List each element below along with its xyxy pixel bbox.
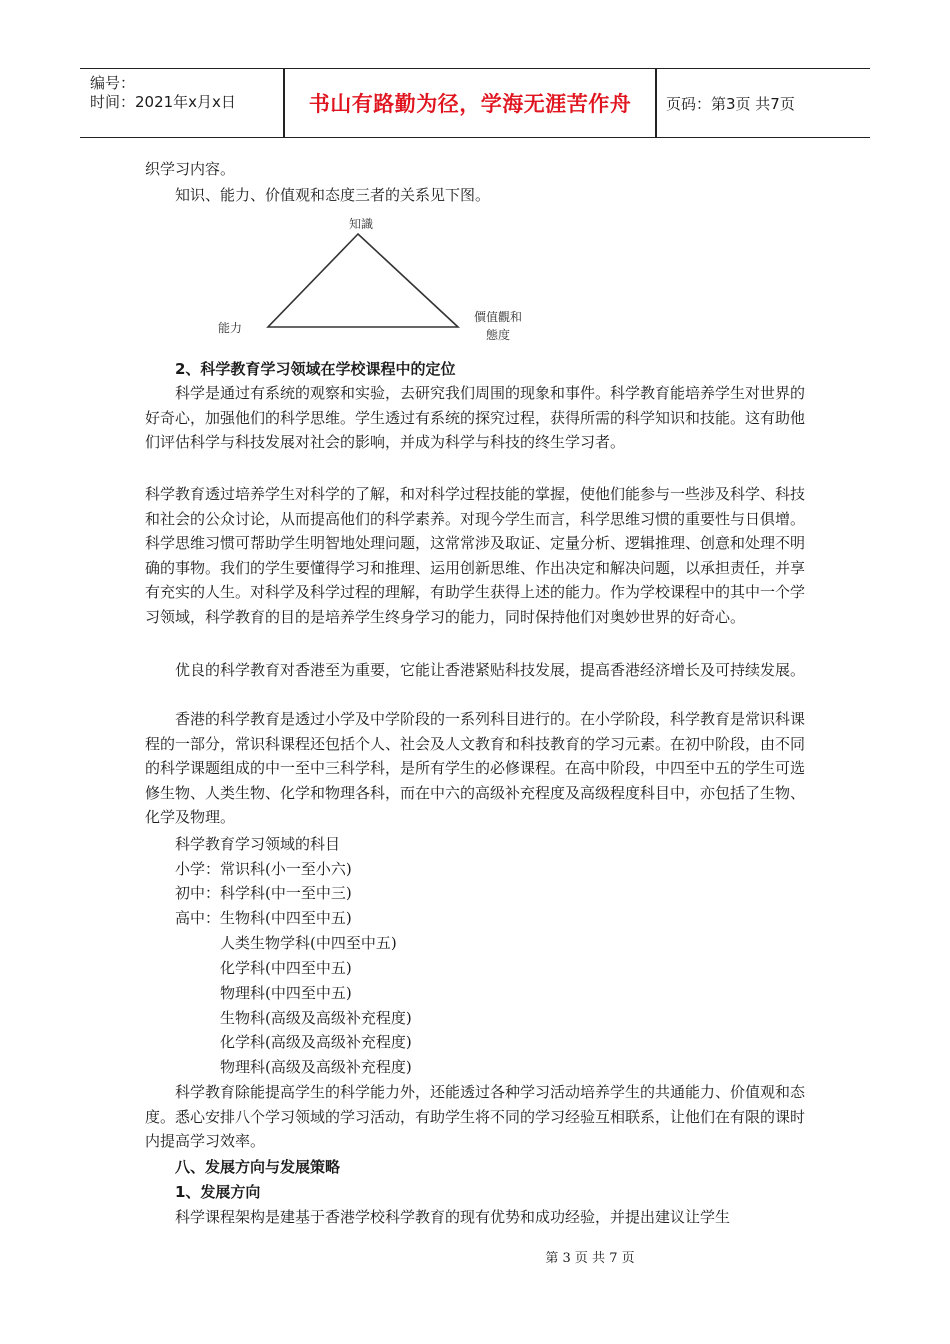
paragraph: 科学是通过有系统的观察和实验，去研究我们周围的现象和事件。科学教育能培养学生对世界的好奇心，加强他们的科学思维。学生透过有系统的探究过程，获得所需的科学知识和技能。这有助他们评估科学与科技发展对社会的影响，并成为科学与科技的终生学习者。 [145, 384, 806, 451]
paragraph: 香港的科学教育是透过小学及中学阶段的一系列科目进行的。在小学阶段，科学教育是常识科课程的一部分，常识科课程还包括个人、社会及人文教育和科技教育的学习元素。在初中阶段，由不同的科学课题组成的中一至中三科学科，是所有学生的必修课程。在高中阶段，中四至中五的学生可选修生物、人类生物、化学和物理各科，而在中六的高级补充程度及高级程度科目中，亦包括了生物、化学及物理。 [145, 710, 806, 826]
header-divider [655, 69, 657, 137]
sublist-item: 物理科(中四至中五) [220, 984, 352, 1002]
header-page-number: 页码：第3页 共7页 [666, 94, 795, 113]
list-title: 科学教育学习领域的科目 [175, 835, 341, 853]
sublist-item: 化学科(中四至中五) [220, 959, 352, 977]
document-header [80, 68, 870, 138]
sublist-item: 人类生物学科(中四至中五) [220, 934, 397, 952]
body-line: 知识、能力、价值观和态度三者的关系见下图。 [175, 186, 491, 204]
header-meta [80, 69, 283, 137]
sublist-item: 物理科(高级及高级补充程度) [220, 1058, 412, 1076]
diagram-label-ability: 能力 [218, 321, 243, 335]
diagram-label-knowledge: 知識 [349, 217, 374, 231]
page-footer [0, 1247, 950, 1266]
paragraph: 科学教育透过培养学生对科学的了解，和对科学过程技能的掌握，使他们能参与一些涉及科学、科技和社会的公众讨论，从而提高他们的科学素养。对现今学生而言，科学思维习惯的重要性与日俱增。科学思维习惯可帮助学生明智地处理问题，这常常涉及取证、定量分析、逻辑推理、创意和处理不明确的事物。我们的学生要懂得学习和推理、运用创新思维、作出决定和解决问题，以承担责任，并享有充实的人生。对科学及科学过程的理解，有助学生获得上述的能力。作为学校课程中的其中一个学习领域，科学教育的目的是培养学生终身学习的能力，同时保持他们对奥妙世界的好奇心。 [145, 485, 806, 626]
paragraph: 科学课程架构是建基于香港学校科学教育的现有优势和成功经验，并提出建议让学生 [175, 1208, 731, 1226]
footer-page-number: 第 3 页 共 7 页 [545, 1251, 635, 1266]
header-motto: 书山有路勤为径，学海无涯苦作舟 [308, 92, 632, 116]
number-label: 编号： [90, 74, 136, 92]
relationship-diagram [210, 210, 550, 350]
body-line: 织学习内容。 [145, 160, 236, 178]
subsection-heading: 1、发展方向 [175, 1183, 261, 1201]
list-item: 小学：常识科(小一至小六) [175, 860, 352, 878]
section-heading: 八、发展方向与发展策略 [175, 1158, 341, 1176]
list-item: 高中：生物科(中四至中五) [175, 909, 352, 927]
time-label: 时间：2021年x月x日 [90, 93, 236, 111]
section-heading: 2、科学教育学习领域在学校课程中的定位 [175, 360, 456, 378]
list-item: 初中：科学科(中一至中三) [175, 884, 352, 902]
paragraph: 科学教育除能提高学生的科学能力外，还能透过各种学习活动培养学生的共通能力、价值观和态度。悉心安排八个学习领域的学习活动，有助学生将不同的学习经验互相联系，让他们在有限的课时内提高学习效率。 [145, 1083, 806, 1150]
sublist-item: 化学科(高级及高级补充程度) [220, 1033, 412, 1051]
diagram-label-attitude: 態度 [486, 328, 511, 342]
diagram-label-values: 價值觀和 [474, 310, 523, 324]
paragraph: 优良的科学教育对香港至为重要，它能让香港紧贴科技发展，提高香港经济增长及可持续发展。 [175, 661, 806, 679]
sublist-item: 生物科(高级及高级补充程度) [220, 1009, 412, 1027]
